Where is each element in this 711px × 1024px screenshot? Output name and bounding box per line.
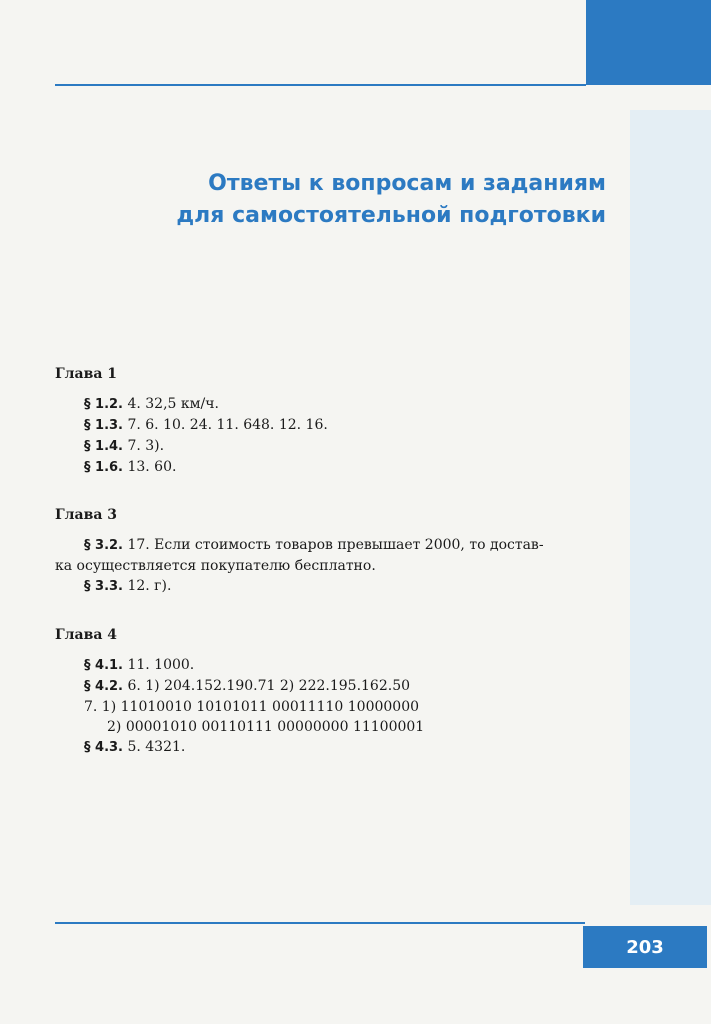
section-number: § 1.2. <box>84 397 123 412</box>
answer-text: 6. 1) 204.152.190.71 2) 222.195.162.50 <box>127 678 411 694</box>
section-number: § 3.3. <box>84 579 123 594</box>
answer-text: 13. 60. <box>127 459 177 475</box>
answer-line <box>55 415 615 436</box>
answer-text: 12. г). <box>127 578 172 594</box>
answer-line <box>55 655 615 676</box>
answer-text: 7. 3). <box>127 438 165 454</box>
section-number: § 1.3. <box>84 418 123 433</box>
answer-text: 4. 32,5 км/ч. <box>127 396 219 412</box>
answer-line <box>55 457 615 478</box>
answer-line <box>55 737 615 758</box>
top-corner-block <box>586 0 711 85</box>
answer-line <box>55 535 615 556</box>
answer-text: 7. 1) 11010010 10101011 00011110 10000000 <box>84 699 420 715</box>
page-title-line-1: Ответы к вопросам и заданиям <box>208 171 606 196</box>
answer-text: 17. Если стоимость товаров превышает 2000, то достав- <box>127 537 544 553</box>
answer-text: 2) 00001010 00110111 00000000 11100001 <box>107 719 425 735</box>
answer-line <box>55 576 615 597</box>
answer-text: 5. 4321. <box>127 739 186 755</box>
bottom-rule <box>55 922 585 924</box>
answer-line-indented <box>55 717 615 737</box>
chapter-4-answers <box>55 655 615 758</box>
page-number-box <box>583 926 707 968</box>
answer-line <box>55 697 615 717</box>
page-title-line-2: для самостоятельной подготовки <box>176 203 606 228</box>
answer-line-continued <box>55 556 615 576</box>
section-number: § 4.1. <box>84 658 123 673</box>
answer-line <box>55 436 615 457</box>
chapter-3-heading: Глава 3 <box>55 507 118 523</box>
chapter-1-answers <box>55 394 615 478</box>
answer-line <box>55 676 615 697</box>
chapter-1-heading: Глава 1 <box>55 366 118 382</box>
chapter-4-heading: Глава 4 <box>55 627 118 643</box>
section-number: § 1.4. <box>84 439 123 454</box>
section-number: § 1.6. <box>84 460 123 475</box>
page-title <box>176 168 606 232</box>
section-number: § 4.3. <box>84 740 123 755</box>
answer-text: 7. 6. 10. 24. 11. 648. 12. 16. <box>127 417 328 433</box>
answer-line <box>55 394 615 415</box>
section-number: § 3.2. <box>84 538 123 553</box>
chapter-3-answers <box>55 535 615 597</box>
answer-text: ка осуществляется покупателю бесплатно. <box>55 558 376 574</box>
answer-text: 11. 1000. <box>127 657 195 673</box>
section-number: § 4.2. <box>84 679 123 694</box>
side-band <box>630 110 711 905</box>
page-number: 203 <box>626 936 664 958</box>
top-rule <box>55 84 586 86</box>
